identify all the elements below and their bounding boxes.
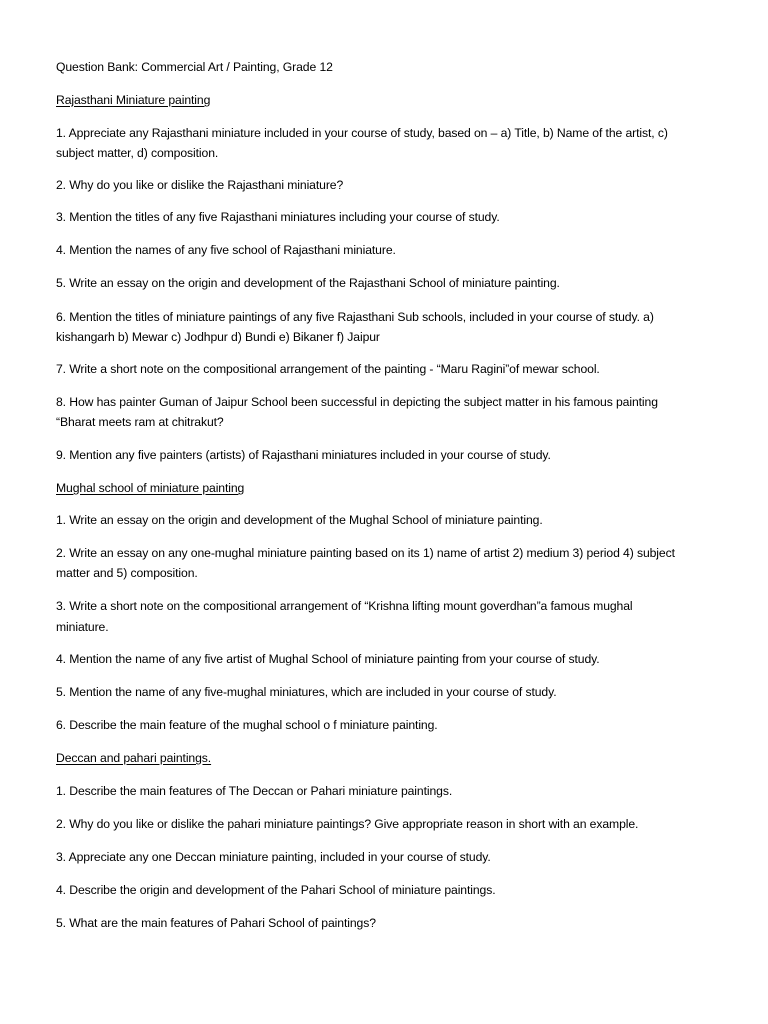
question-line: 1. Write an essay on the origin and development of the Mughal School of miniature painting.	[56, 513, 543, 527]
question-line: 1. Appreciate any Rajasthani miniature included in your course of study, based on – a) Title, b) Name of the artist, c)	[56, 126, 668, 140]
question-line: 3. Mention the titles of any five Rajasthani miniatures including your course of study.	[56, 210, 500, 224]
question-line: miniature.	[56, 620, 109, 634]
question-line: matter and 5) composition.	[56, 566, 198, 580]
question-line: 4. Mention the names of any five school of Rajasthani miniature.	[56, 243, 396, 257]
question-line: 2. Why do you like or dislike the pahari miniature paintings? Give appropriate reason in short with an example.	[56, 817, 639, 831]
question-line: 4. Mention the name of any five artist of Mughal School of miniature painting from your course of study.	[56, 652, 600, 666]
question-line: 5. Write an essay on the origin and development of the Rajasthani School of miniature painting.	[56, 276, 560, 290]
document-title: Question Bank: Commercial Art / Painting, Grade 12	[56, 60, 333, 74]
question-line: 6. Describe the main feature of the mughal school o f miniature painting.	[56, 718, 438, 732]
question-line: 2. Write an essay on any one-mughal miniature painting based on its 1) name of artist 2) medium 3) period 4) subject	[56, 546, 675, 560]
question-line: 2. Why do you like or dislike the Rajasthani miniature?	[56, 178, 344, 192]
question-line: “Bharat meets ram at chitrakut?	[56, 415, 224, 429]
question-line: 8. How has painter Guman of Jaipur School been successful in depicting the subject matter in his famous painting	[56, 395, 658, 409]
question-line: kishangarh b) Mewar c) Jodhpur d) Bundi e) Bikaner f) Jaipur	[56, 330, 380, 344]
section-heading: Rajasthani Miniature painting	[56, 93, 211, 107]
question-line: 6. Mention the titles of miniature paintings of any five Rajasthani Sub schools, included in your course of study. a)	[56, 310, 654, 324]
question-line: 5. What are the main features of Pahari School of paintings?	[56, 916, 376, 930]
question-line: 4. Describe the origin and development of the Pahari School of miniature paintings.	[56, 883, 496, 897]
section-heading: Mughal school of miniature painting	[56, 481, 245, 495]
question-line: 5. Mention the name of any five-mughal miniatures, which are included in your course of study.	[56, 685, 557, 699]
section-heading: Deccan and pahari paintings.	[56, 751, 212, 765]
question-line: 1. Describe the main features of The Deccan or Pahari miniature paintings.	[56, 784, 453, 798]
question-line: 3. Appreciate any one Deccan miniature painting, included in your course of study.	[56, 850, 491, 864]
question-line: 3. Write a short note on the compositional arrangement of “Krishna lifting mount goverdhan”a famous mughal	[56, 599, 633, 613]
question-line: subject matter, d) composition.	[56, 146, 219, 160]
question-line: 9. Mention any five painters (artists) of Rajasthani miniatures included in your course of study.	[56, 448, 551, 462]
question-line: 7. Write a short note on the compositional arrangement of the painting - “Maru Ragini”of mewar school.	[56, 362, 600, 376]
